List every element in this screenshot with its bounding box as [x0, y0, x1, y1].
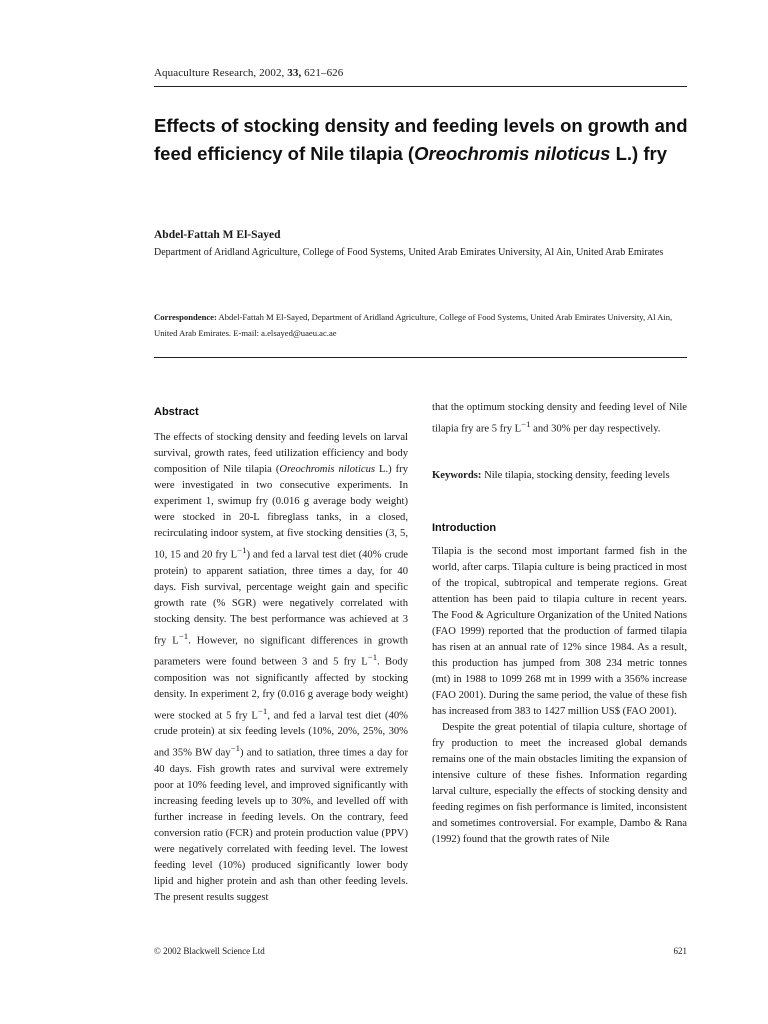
- keywords-label: Keywords:: [432, 469, 482, 481]
- introduction-heading: Introduction: [432, 521, 497, 534]
- title-species: Oreochromis niloticus: [414, 143, 611, 164]
- journal-volume: 33,: [287, 67, 302, 79]
- section-rule: [154, 357, 687, 358]
- abstract-continued: that the optimum stocking density and feeding level of Nile tilapia fry are 5 fry $L^{-1}$ and 30% per day respectively.: [432, 402, 687, 435]
- right-column: [432, 400, 687, 848]
- journal-header: [154, 67, 343, 79]
- correspondence-text: Abdel-Fattah M El-Sayed, Department of Aridland Agriculture, College of Food Systems, United Arab Emirates University, Al Ain, United Arab Emirates. E-mail: a.elsayed@uaeu.ac.ae: [154, 312, 673, 338]
- author-name: Abdel-Fattah M El-Sayed: [154, 229, 281, 241]
- journal-year: 2002,: [259, 67, 285, 79]
- keywords: [432, 468, 687, 484]
- title-text-end: L.) fry: [610, 143, 667, 164]
- introduction-paragraph-1: Tilapia is the second most important farmed fish in the world, after carps. Tilapia culture is being practiced in most of the tropical, subtropical and temperate regions. Great attention has been paid to tilapia culture in recent years. The Food & Agriculture Organization of the United Nations (FAO 1999) reported that the production of farmed tilapia has risen at an annual rate of 12% since 1984. As a result, this production has jumped from 308 234 metric tonnes (mt) in 1988 to 1099 268 mt in 1999 with a 356% increase (FAO 2001). During the same period, the value of these fish has increased from 383 to 1427 million US$ (FAO 2001).: [432, 545, 687, 717]
- journal-name: Aquaculture Research,: [154, 67, 257, 79]
- correspondence: [154, 309, 687, 341]
- journal-pages: 621–626: [304, 67, 344, 79]
- keywords-text: Nile tilapia, stocking density, feeding levels: [481, 469, 670, 481]
- page-number: 621: [673, 946, 687, 956]
- copyright: © 2002 Blackwell Science Ltd: [154, 946, 265, 956]
- author-affiliation: Department of Aridland Agriculture, College of Food Systems, United Arab Emirates University, Al Ain, United Arab Emirates: [154, 247, 664, 258]
- correspondence-label: Correspondence:: [154, 312, 217, 322]
- abstract-heading: Abstract: [154, 406, 199, 418]
- header-rule: [154, 86, 687, 87]
- abstract-text: The effects of stocking density and feeding levels on larval survival, growth rates, feed utilization efficiency and body composition of Nile tilapia (Oreochromis niloticus L.) fry were investigated in two consecutive experiments. In experiment 1, swimup fry (0.016 g average body weight) were stocked in 20-L fibreglass tanks, in a closed, recirculating indoor system, at five stocking densities (3, 5, 10, 15 and 20 fry $L^{-1}$) and fed a larval test diet (40% crude protein) to apparent satiation, three times a day, for 40 days. Fish survival, percentage weight gain and specific growth rate (% SGR) were negatively correlated with stocking density. The best performance was achieved at 3 fry $L^{-1}$. However, no significant differences in growth parameters were found between 3 and 5 fry $L^{-1}$. Body composition was not significantly affected by stocking density. In experiment 2, fry (0.016 g average body weight) were stocked at 5 fry $L^{-1}$, and fed a larval test diet (40% crude protein) at six feeding levels (10%, 20%, 25%, 30% and 35% BW day$^{-1}$) and to satiation, three times a day for 40 days. Fish growth rates and survival were extremely poor at 10% feeding level, and improved significantly with increasing feeding levels up to 30%, and levelled off with further increase in feeding levels. On the contrary, feed conversion ratio (FCR) and protein production value (PPV) were negatively correlated with feeding level. The lowest feeding level (10%) produced significantly lower body lipid and higher protein and ash than other feeding levels. The present results suggest: [154, 432, 409, 903]
- title-text: Effects of stocking density and feeding levels on growth and feed efficiency of Nile tilapia (: [154, 115, 688, 164]
- left-column: [154, 406, 408, 906]
- introduction-paragraph-2: Despite the great potential of tilapia culture, shortage of fry production to meet the increased global demands remains one of the main obstacles limiting the expansion of intensive culture of these fishes. Information regarding larval culture, especially the effects of stocking density and feeding regimes on fish performance is limited, inconsistent and sometimes controversial. For example, Dambo & Rana (1992) found that the growth rates of Nile: [432, 721, 687, 845]
- article-title: [154, 112, 699, 168]
